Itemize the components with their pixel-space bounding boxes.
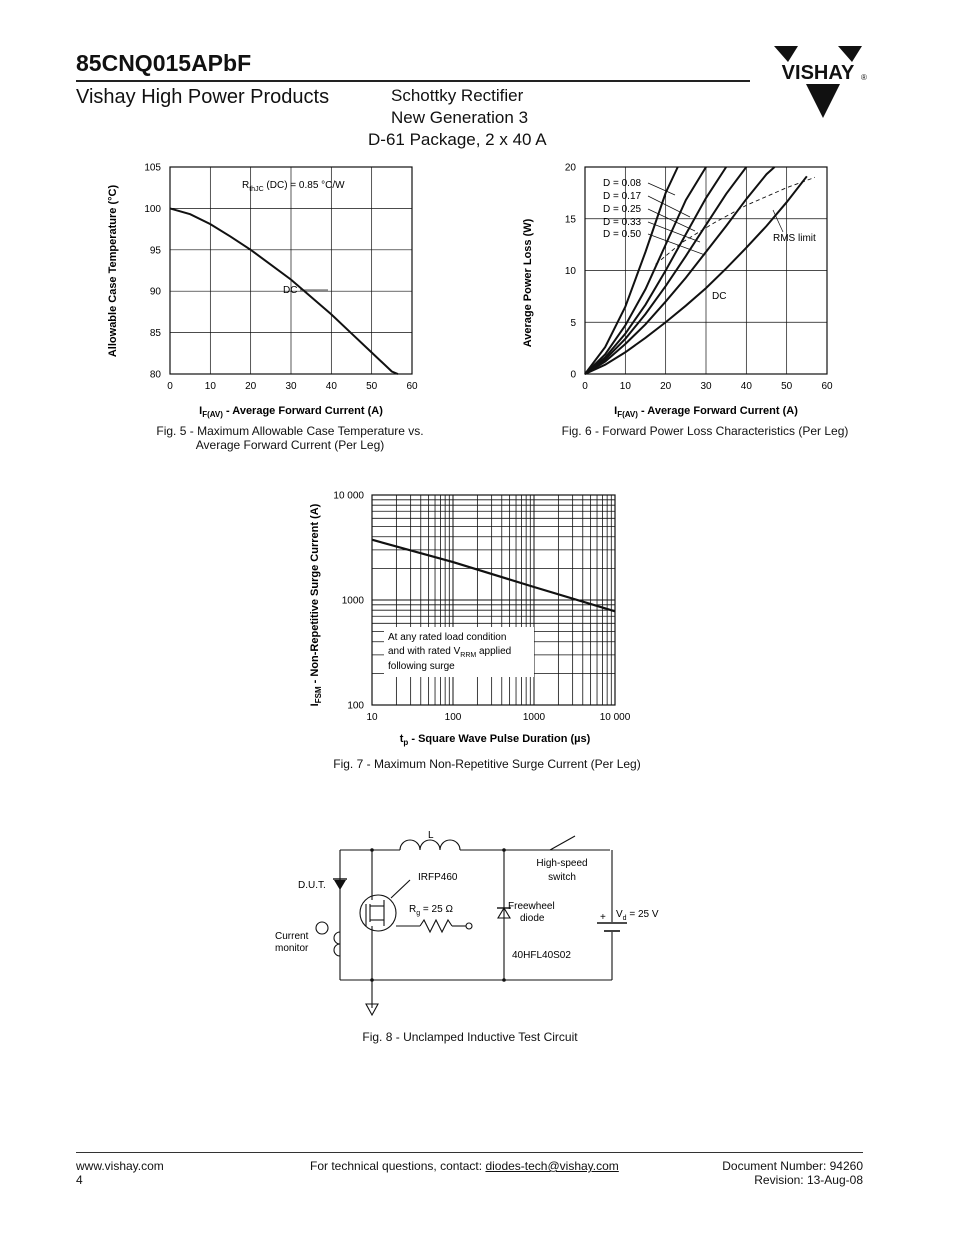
- fig6-legend-d050: D = 0.50: [603, 229, 642, 240]
- fig7-xtick-2: 1000: [522, 712, 546, 723]
- fig7-note-line-3: following surge: [388, 661, 455, 672]
- logo-registered-mark: ®: [861, 73, 867, 82]
- fig5-grid: [170, 167, 412, 374]
- fig7-tick-labels: [333, 491, 630, 724]
- label-vd: $V_d = 25$ V: [616, 909, 659, 922]
- label-freewheel-1: Freewheel: [508, 901, 555, 912]
- fig5-ytick-2: 90: [149, 286, 161, 298]
- fig8-caption: Fig. 8 - Unclamped Inductive Test Circuit: [362, 1030, 578, 1044]
- logo-left-triangle: [774, 46, 798, 62]
- fig5-annotation: $R_{thJC}$ (DC) = 0.85 °C/W: [242, 180, 345, 193]
- fig5-ytick-4: 100: [144, 203, 161, 215]
- fig5-xtick-5: 50: [366, 381, 378, 392]
- fig7-ytick-1: 1000: [341, 595, 364, 607]
- fig6-leader-d008: [648, 183, 675, 195]
- node-dot-1: [370, 848, 374, 852]
- label-dut: D.U.T.: [298, 880, 326, 891]
- fig7-surge-curve: [372, 540, 615, 612]
- label-freewheel-2: diode: [520, 913, 545, 924]
- switch-blade: [550, 836, 575, 850]
- fig6-rms-label: RMS limit: [773, 233, 816, 244]
- footer-doc-number: Document Number: 94260: [722, 1159, 863, 1173]
- fig6-chart: [515, 155, 845, 425]
- logo-right-triangle: [838, 46, 862, 62]
- mosfet-body: [360, 895, 396, 931]
- fig6-ytick-4: 20: [564, 162, 576, 174]
- label-switch-2: switch: [548, 872, 576, 883]
- fig6-legend: [603, 178, 705, 255]
- label-current-2: monitor: [275, 943, 309, 954]
- fig7-xtick-3: 10 000: [599, 712, 631, 723]
- fig7-xtick-0: 10: [366, 712, 378, 723]
- fig6-xtick-2: 20: [660, 381, 672, 392]
- fig6-ytick-2: 10: [564, 266, 576, 277]
- fig6-caption: Fig. 6 - Forward Power Loss Characteristics (Per Leg): [561, 424, 849, 438]
- fig5-ytick-0: 80: [149, 369, 161, 381]
- fig6-xtick-4: 40: [740, 381, 752, 392]
- footer-contact: [310, 1159, 619, 1173]
- fig7-caption: Fig. 7 - Maximum Non-Repetitive Surge Current (Per Leg): [333, 757, 641, 771]
- subtitle-line-2: New Generation 3: [391, 108, 529, 127]
- fig6-leader-d025: [648, 209, 695, 231]
- fig5-ytick-1: 85: [149, 328, 161, 340]
- fig7-y-axis-label: $I_{FSM}$ - Non-Repetitive Surge Current (A): [309, 503, 323, 707]
- fig7-ytick-0: 100: [347, 700, 364, 712]
- fig5-xtick-0: 0: [167, 381, 173, 392]
- footer-contact-email[interactable]: diodes-tech@vishay.com: [485, 1159, 619, 1173]
- fig6-xtick-1: 10: [619, 381, 631, 392]
- fig5-x-axis-label: $I_{F(AV)}$ - Average Forward Current (A): [199, 405, 383, 419]
- fig6-y-axis-label: Average Power Loss (W): [522, 218, 534, 348]
- fig8-circuit: [260, 820, 700, 1030]
- fig7-note-line-1: At any rated load condition: [388, 632, 507, 643]
- fig6-dc-label: DC: [712, 291, 727, 302]
- node-dot-3: [370, 978, 374, 982]
- fig5-caption-line-2: Average Forward Current (Per Leg): [195, 438, 385, 452]
- fig5-caption: [130, 424, 450, 452]
- node-dot-2: [502, 848, 506, 852]
- fig5-xtick-2: 20: [245, 381, 257, 392]
- fig6-xtick-6: 60: [821, 381, 833, 392]
- irfp-leader: [391, 880, 410, 898]
- fig6-ytick-3: 15: [564, 214, 576, 226]
- fig6-series-6: [656, 177, 815, 264]
- fig7-chart: [300, 483, 650, 753]
- fig6-legend-d008: D = 0.08: [603, 178, 642, 189]
- brand-line: Vishay High Power Products: [76, 86, 330, 108]
- inductor-L: [400, 840, 460, 850]
- fig5-chart: [100, 155, 430, 425]
- fig6-ytick-0: 0: [570, 369, 576, 381]
- label-current-1: Current: [275, 931, 309, 942]
- fig5-xtick-3: 30: [285, 381, 297, 392]
- footer-revision: Revision: 13-Aug-08: [754, 1173, 863, 1187]
- fig5-caption-line-1: Fig. 5 - Maximum Allowable Case Temperature vs.: [156, 424, 424, 438]
- fig5-ytick-5: 105: [144, 162, 161, 174]
- fig5-y-axis-label: Allowable Case Temperature (°C): [107, 184, 119, 358]
- label-switch-1: High-speed: [536, 858, 588, 869]
- fig5-xtick-1: 10: [204, 381, 216, 392]
- fig6-x-axis-label: $I_{F(AV)}$ - Average Forward Current (A): [614, 405, 798, 419]
- fig6-ytick-1: 5: [570, 317, 576, 329]
- vishay-logo: [768, 46, 866, 120]
- label-plus: +: [600, 912, 606, 923]
- gate-terminal: [466, 923, 472, 929]
- fig6-xtick-3: 30: [700, 381, 712, 392]
- footer-page-number: 4: [76, 1173, 83, 1187]
- current-monitor-coil-top: [316, 922, 328, 934]
- subtitle-line-3: D-61 Package, 2 x 40 A: [368, 130, 547, 149]
- node-dot-4: [502, 978, 506, 982]
- current-monitor-coil: [334, 932, 340, 956]
- part-number: 85CNQ015APbF: [76, 50, 252, 76]
- dut-diode-triangle: [334, 880, 346, 890]
- fig6-legend-d017: D = 0.17: [603, 191, 642, 202]
- fig7-x-axis-label: $t_p$ - Square Wave Pulse Duration (µs): [399, 733, 591, 747]
- fig5-xtick-4: 40: [325, 381, 337, 392]
- footer-rule: [76, 1152, 863, 1153]
- fig5-curve-label: DC: [283, 285, 298, 296]
- header-rule: [76, 80, 750, 82]
- fig7-xtick-1: 100: [444, 712, 462, 723]
- fig6-xtick-0: 0: [582, 381, 588, 392]
- label-part: 40HFL40S02: [512, 950, 571, 961]
- fig7-ytick-2: 10 000: [333, 490, 364, 502]
- logo-text: VISHAY: [781, 62, 855, 84]
- label-L: L: [428, 830, 434, 841]
- label-rg: $R_g = 25$ Ω: [409, 904, 453, 917]
- fig7-note-line-2: and with rated $V_{RRM}$ applied: [388, 646, 512, 659]
- fig6-legend-d033: D = 0.33: [603, 217, 642, 228]
- footer-website[interactable]: www.vishay.com: [76, 1159, 164, 1173]
- footer-contact-prefix: For technical questions, contact:: [310, 1159, 486, 1173]
- fig5-xtick-6: 60: [406, 381, 418, 392]
- fig5-ytick-3: 95: [149, 245, 161, 257]
- logo-bottom-triangle: [806, 84, 840, 118]
- label-irfp: IRFP460: [418, 872, 458, 883]
- fig6-xtick-5: 50: [781, 381, 793, 392]
- fig6-legend-d025: D = 0.25: [603, 204, 642, 215]
- resistor-rg: [420, 920, 452, 932]
- subtitle-line-1: Schottky Rectifier: [391, 86, 524, 105]
